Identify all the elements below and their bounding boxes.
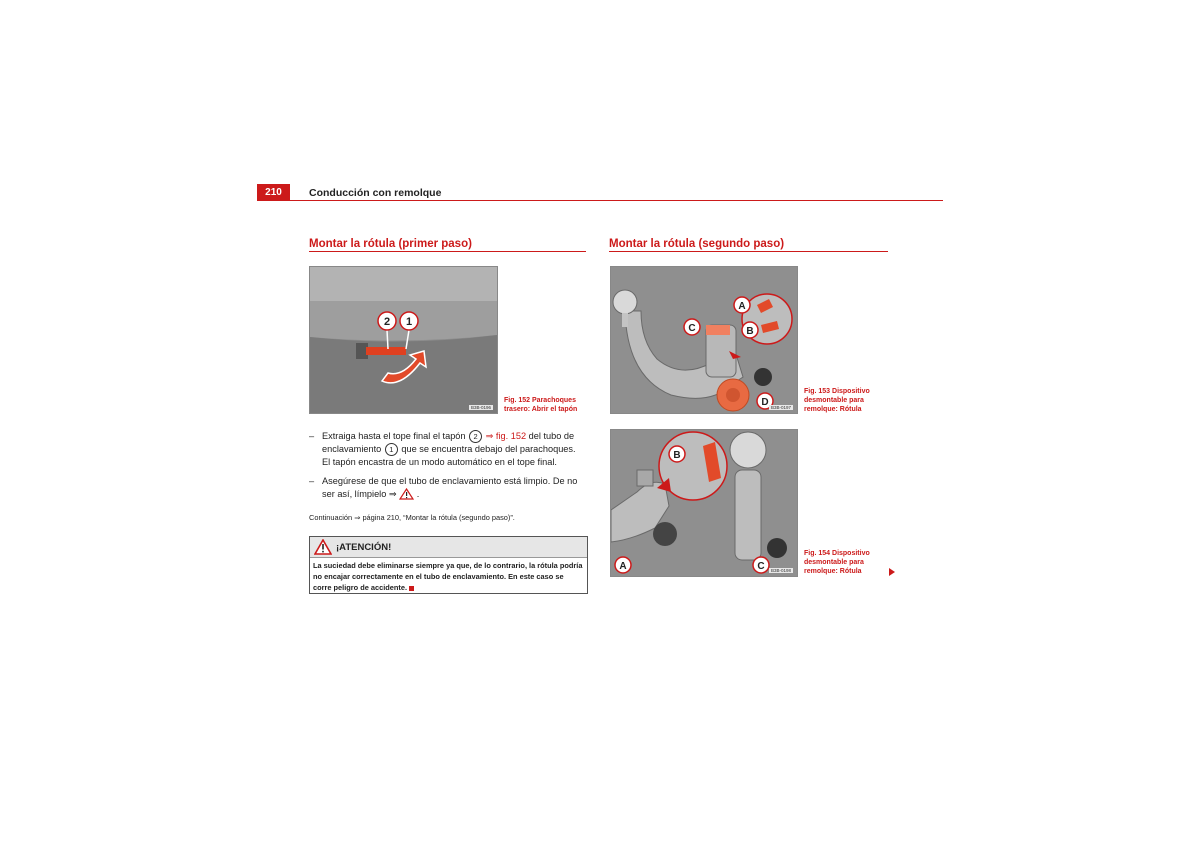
header-rule [257,200,943,201]
svg-text:C: C [757,561,765,572]
next-page-arrow-icon [889,568,895,576]
figure-154-code: B3B-0198 [770,568,791,573]
svg-text:C: C [688,323,696,334]
figure-154-caption: Fig. 154 Dispositivo desmontable para remolque: Rótula [804,550,870,575]
callout-2: 2 [469,430,482,443]
figure-153-label-c [684,319,700,335]
svg-text:A: A [619,561,627,572]
warning-icon [399,488,414,500]
figure-154-label-c [753,557,769,573]
warning-box [309,536,588,594]
svg-text:2: 2 [383,316,391,328]
right-section-rule [609,251,888,252]
warning-triangle-icon [314,539,332,555]
continuation-note: Continuación ⇒ página 210, “Montar la rótula (segundo paso)”. [309,513,515,522]
end-of-section-marker [409,586,414,591]
figure-152-label-1 [400,312,418,330]
figure-153-label-a [734,297,750,313]
figure-152 [309,266,498,414]
figure-154-label-a [615,557,631,573]
warning-header [310,537,587,558]
callout-1: 1 [385,443,398,456]
svg-text:B: B [673,450,681,461]
figure-153-label-b [742,322,758,338]
svg-text:D: D [761,397,769,408]
svg-text:B: B [746,326,754,337]
figure-152-label-2 [378,312,396,330]
figure-152-caption: Fig. 152 Parachoques trasero: Abrir el tapón [504,397,578,413]
instruction-step-2: – Asegúrese de que el tubo de enclavamiento está limpio. De no ser así, límpielo ⇒ . [309,476,578,499]
instruction-step-1: – Extraiga hasta el tope final el tapón 2 ⇒ fig. 152 del tubo de enclavamiento 1 que se encuentra debajo del parachoques. El tapón encastra de un modo automático en el tope final. [309,431,576,468]
warning-text: La suciedad debe eliminarse siempre ya que, de lo contrario, la rótula podría no encajar correctamente en el tubo de enclavamiento. En este caso se corre peligro de accidente. [313,561,583,592]
svg-text:A: A [738,301,746,312]
figure-153 [610,266,798,414]
running-title: Conducción con remolque [309,187,442,199]
page-number: 210 [257,184,290,201]
figure-153-caption: Fig. 153 Dispositivo desmontable para remolque: Rótula [804,388,870,413]
figure-152-link[interactable]: fig. 152 [495,431,527,441]
right-section-title: Montar la rótula (segundo paso) [609,238,785,250]
left-section-rule [309,251,586,252]
warning-title: ¡ATENCIÓN! [336,542,392,553]
figure-154 [610,429,798,577]
svg-text:1: 1 [405,316,413,328]
figure-154-label-b [669,446,685,462]
left-section-title: Montar la rótula (primer paso) [309,238,472,250]
figure-153-code: B3B-0197 [770,405,791,410]
figure-152-code: B3B-0196 [470,405,491,410]
